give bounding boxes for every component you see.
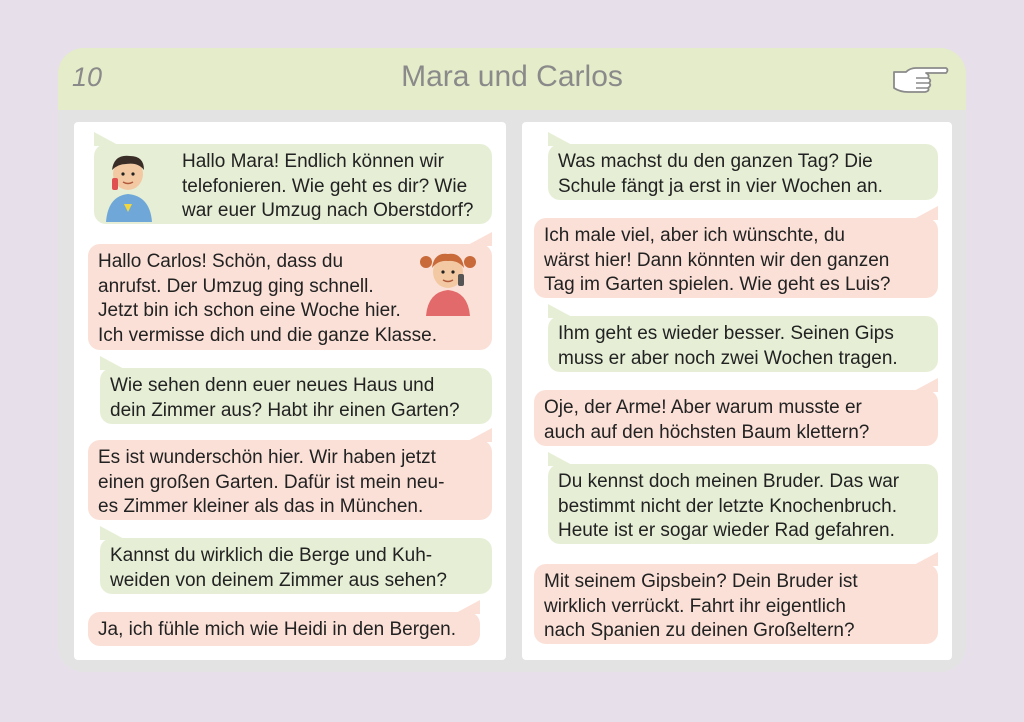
bubble-line: Ja, ich fühle mich wie Heidi in den Bergen. [98,619,457,640]
speech-bubble-carlos [548,464,938,544]
speech-bubble-carlos [100,538,492,594]
bubble-line: Tag im Garten spielen. Wie geht es Luis? [544,274,891,295]
speech-bubble-mara [534,390,938,446]
bubble-line: telefonieren. Wie geht es dir? Wie [182,175,468,197]
bubble-line: Was machst du den ganzen Tag? Die [558,151,873,172]
dialogue-card [58,48,966,672]
bubble-line: war euer Umzug nach Oberstdorf? [182,200,474,221]
speech-bubble-mara [534,564,938,644]
left-column [74,122,506,660]
bubble-line: wirklich verrückt. Fahrt ihr eigentlich [544,595,846,617]
bubble-line: einen großen Garten. Dafür ist mein neu- [98,471,445,493]
bubble-line: Du kennst doch meinen Bruder. Das war [558,471,900,492]
bubble-line: Jetzt bin ich schon eine Woche hier. [98,300,401,321]
bubble-line: auch auf den höchsten Baum klettern? [544,421,870,443]
card-title: Mara und Carlos [401,60,623,93]
bubble-line: es Zimmer kleiner als das in München. [98,496,424,517]
bubble-line: Kannst du wirklich die Berge und Kuh- [110,545,433,566]
speech-bubble-carlos [548,316,938,372]
bubble-line: muss er aber noch zwei Wochen tragen. [558,347,898,369]
bubble-line: Ich male viel, aber ich wünschte, du [544,225,845,246]
bubble-line: Wie sehen denn euer neues Haus und [110,375,435,396]
bubble-line: Ihm geht es wieder besser. Seinen Gips [558,323,894,344]
bubble-line: Mit seinem Gipsbein? Dein Bruder ist [544,571,858,592]
girl-avatar [418,248,478,316]
boy-avatar [102,152,158,222]
speech-bubble-mara [88,440,492,520]
speech-bubble-carlos [548,144,938,200]
pointing-hand-icon [892,62,950,96]
bubble-line: Schule fängt ja erst in vier Wochen an. [558,175,883,197]
bubble-line: Hallo Carlos! Schön, dass du [98,251,344,272]
bubble-line: Oje, der Arme! Aber warum musste er [544,397,862,418]
card-header [58,48,966,110]
bubble-line: wärst hier! Dann könnten wir den ganzen [544,249,890,271]
bubble-line: weiden von deinem Zimmer aus sehen? [110,569,447,591]
bubble-line: Heute ist er sogar wieder Rad gefahren. [558,520,895,541]
speech-bubble-mara [88,612,480,646]
bubble-line: dein Zimmer aus? Habt ihr einen Garten? [110,399,460,421]
bubble-line: anrufst. Der Umzug ging schnell. [98,275,374,297]
bubble-line: Ich vermisse dich und die ganze Klasse. [98,324,438,346]
bubble-line: Es ist wunderschön hier. Wir haben jetzt [98,447,436,468]
right-column [522,122,952,660]
card-number: 10 [72,62,103,92]
bubble-line: bestimmt nicht der letzte Knochenbruch. [558,495,898,517]
bubble-line: nach Spanien zu deinen Großeltern? [544,620,855,641]
bubble-line: Hallo Mara! Endlich können wir [182,151,444,172]
speech-bubble-mara [534,218,938,298]
speech-bubble-carlos [100,368,492,424]
